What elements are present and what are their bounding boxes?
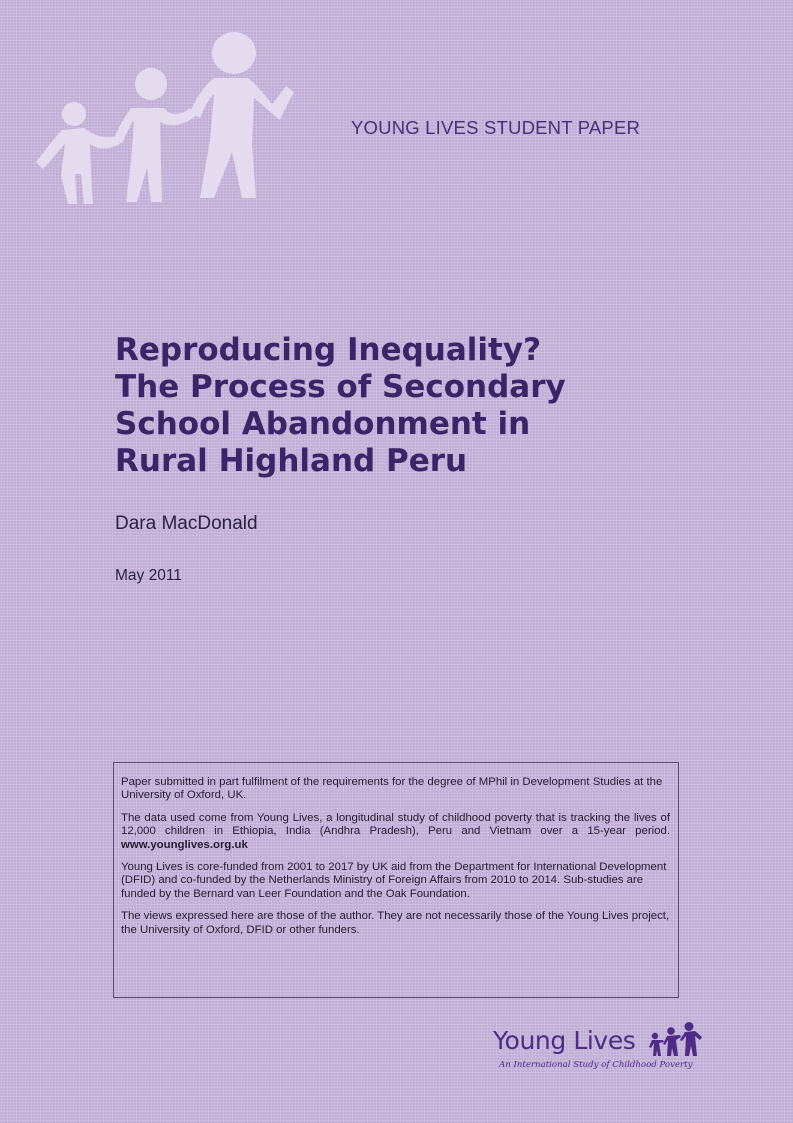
title-line-3: School Abandonment in	[115, 406, 531, 442]
info-paragraph-data-text: The data used come from Young Lives, a longitudinal study of childhood poverty that is tracking the lives of 12,000 children in Ethiopia, India (Andhra Pradesh), Peru and Vietnam over a 15-year period.	[121, 811, 670, 838]
info-box	[113, 762, 679, 998]
info-paragraph-submission: Paper submitted in part fulfilment of the requirements for the degree of MPhil in Development Studies at the University of Oxford, UK.	[121, 776, 663, 802]
young-lives-logo	[493, 1020, 715, 1076]
title-line-1: Reproducing Inequality?	[115, 332, 542, 368]
page-title	[115, 332, 675, 480]
info-paragraph-data	[121, 812, 670, 852]
title-line-2: The Process of Secondary	[115, 369, 566, 405]
title-line-4: Rural Highland Peru	[115, 443, 468, 479]
website-link[interactable]: www.younglives.org.uk	[121, 838, 248, 851]
info-paragraph-disclaimer: The views expressed here are those of the author. They are not necessarily those of the Young Lives project, the University of Oxford, DFID or other funders.	[121, 910, 670, 936]
logo-tagline: An International Study of Childhood Poverty	[499, 1060, 693, 1070]
family-figures-icon	[28, 28, 298, 218]
series-label: YOUNG LIVES STUDENT PAPER	[351, 117, 641, 138]
info-paragraph-funding: Young Lives is core-funded from 2001 to 2017 by UK aid from the Department for International Development (DFID) and co-funded by the Netherlands Ministry of Foreign Affairs from 2010 to 2014. Sub-studies are funded by the Bernard van Leer Foundation and the Oak Foundation.	[121, 861, 667, 900]
logo-name: Young Lives	[493, 1026, 636, 1055]
publication-date: May 2011	[115, 567, 182, 584]
author-name: Dara MacDonald	[115, 513, 258, 534]
family-figures-logo-icon	[647, 1022, 703, 1058]
